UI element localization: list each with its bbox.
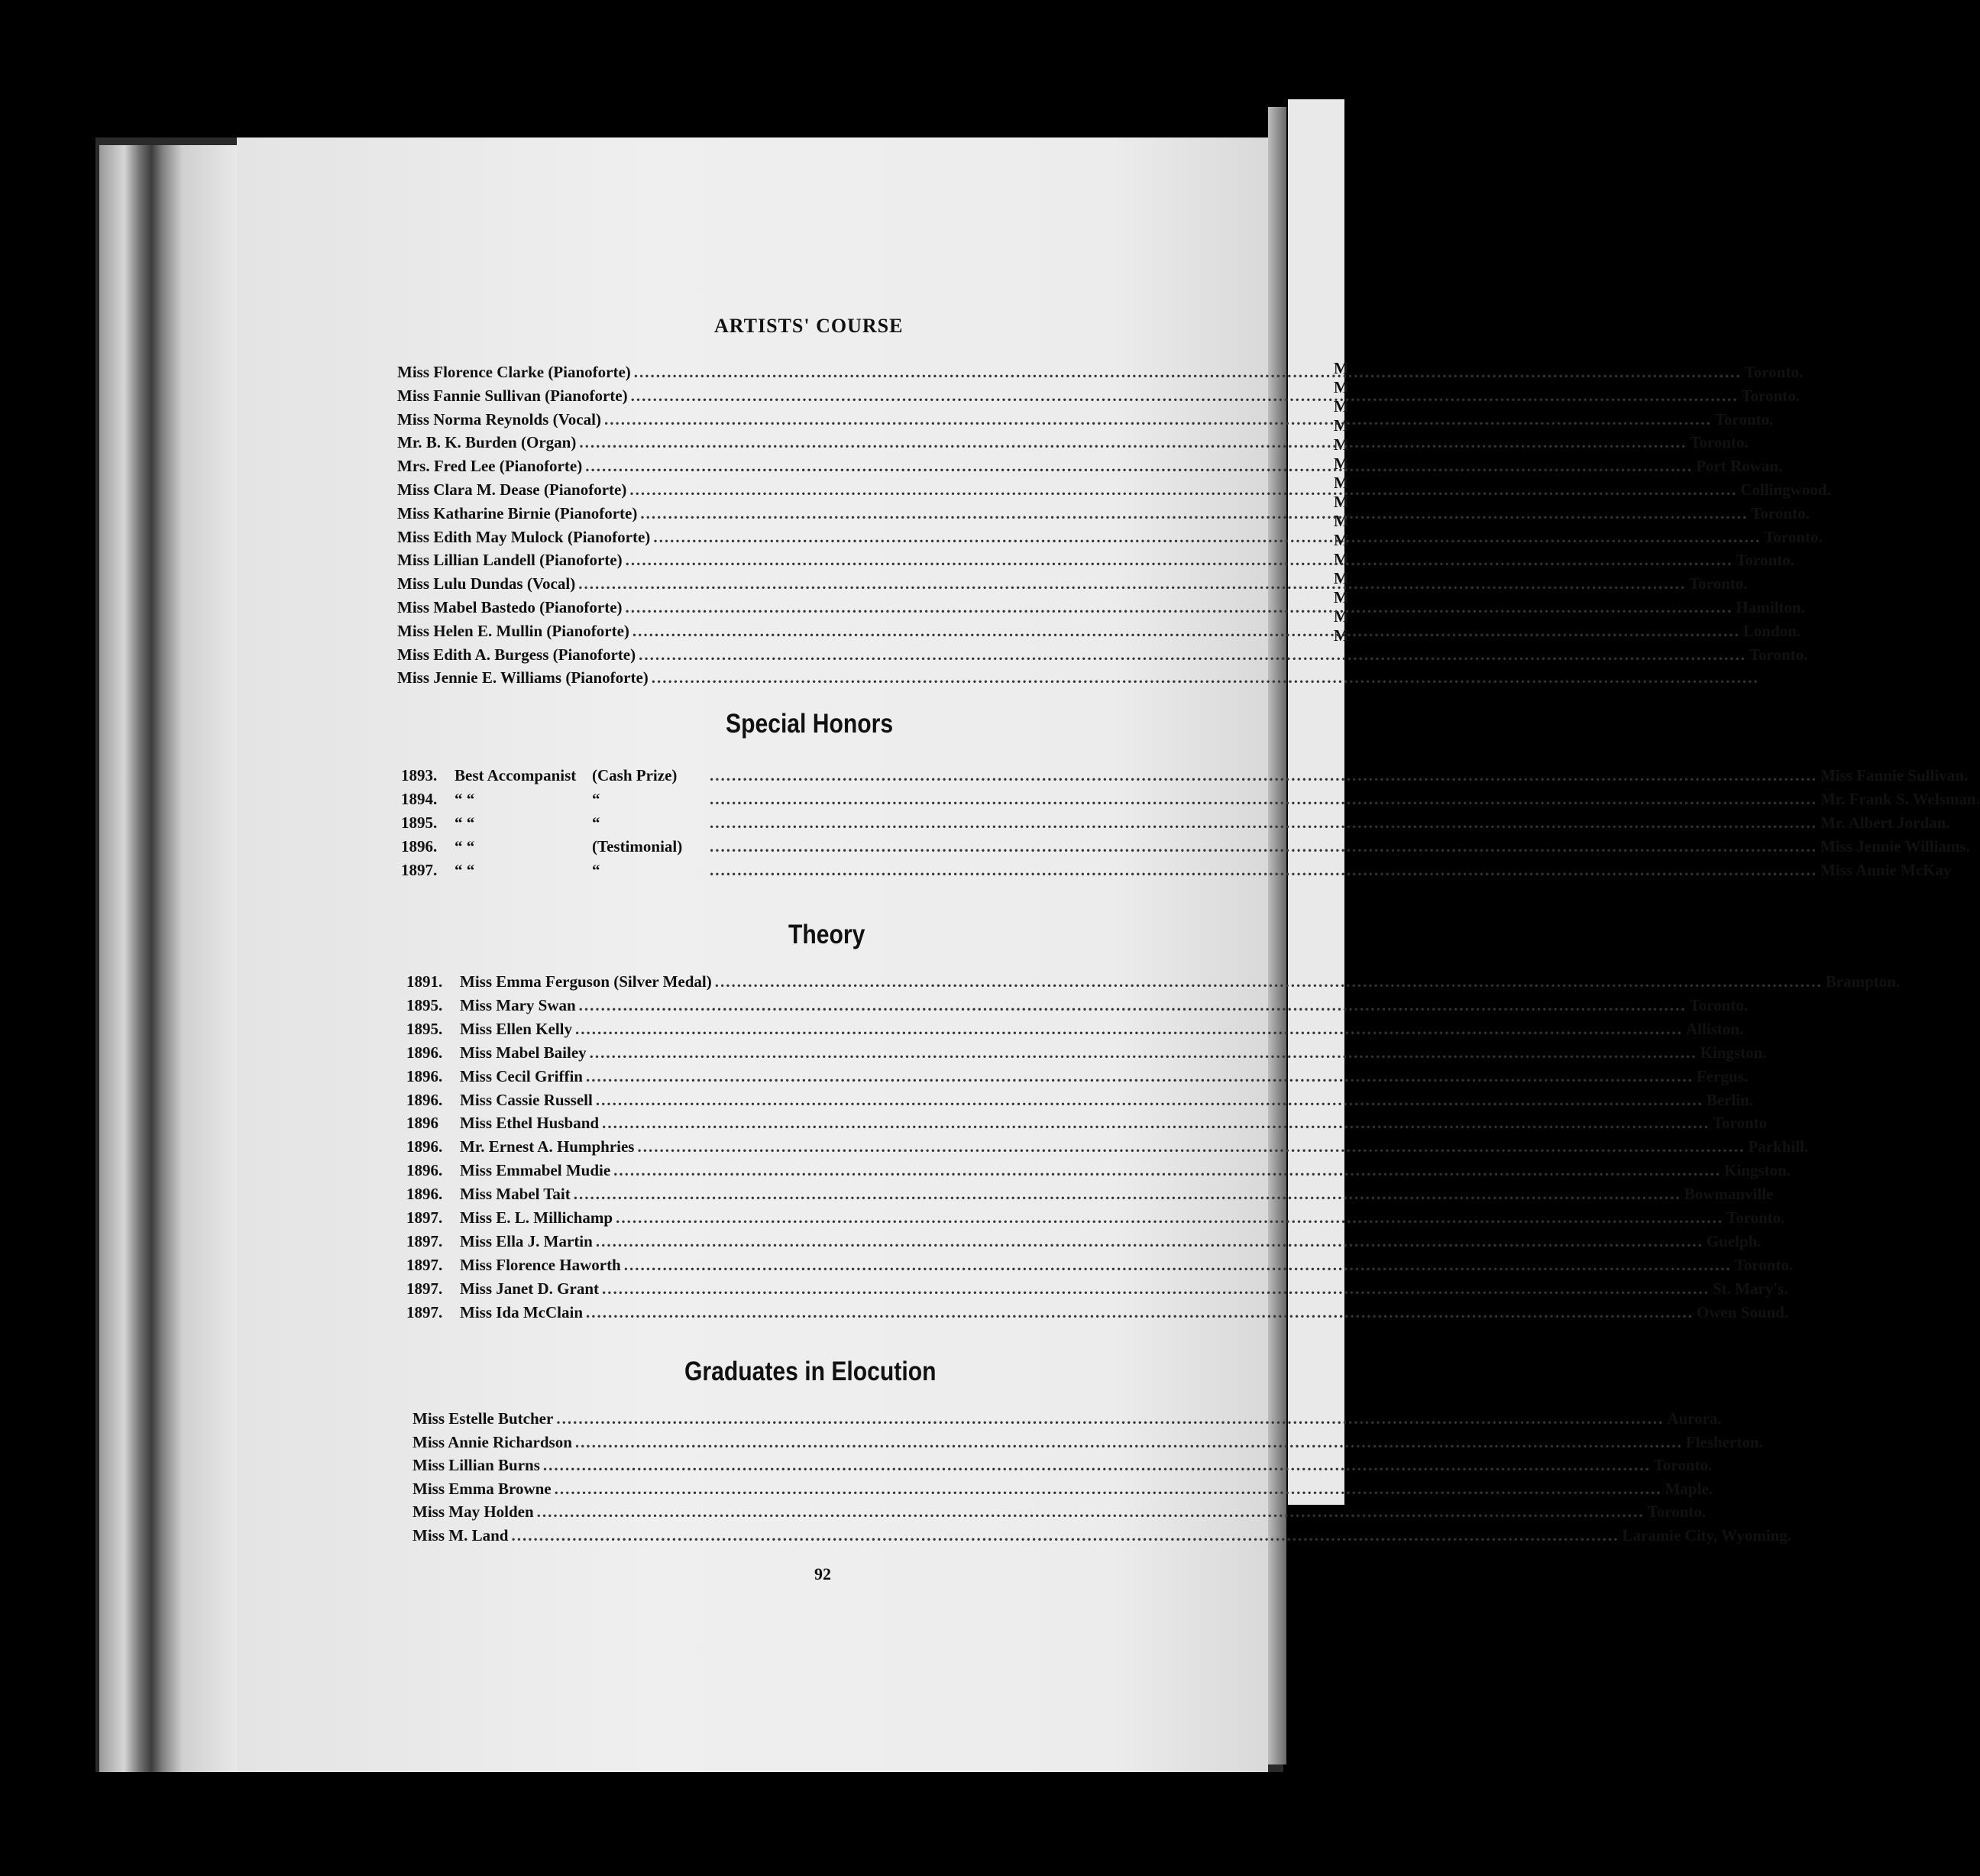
entry-place: Fergus. (1696, 1066, 1749, 1085)
theory-year: 1897. (406, 1208, 443, 1227)
leader-dots (632, 619, 1740, 642)
list-item (401, 764, 1969, 787)
list-item (406, 994, 1749, 1017)
entry-place: Maple. (1665, 1479, 1713, 1498)
honor-award: “ “ (455, 861, 475, 879)
theory-year: 1896. (406, 1185, 443, 1204)
list-item (397, 502, 1810, 525)
leader-dots (602, 1111, 1710, 1134)
entry-place: Toronto. (1726, 1208, 1785, 1227)
list-item (397, 666, 1221, 689)
honor-year: 1897. (401, 861, 438, 879)
list-item (397, 454, 1783, 477)
entry-place: Collingwood. (1740, 480, 1831, 499)
list-item (406, 1206, 1785, 1229)
entry-place: Toronto. (1653, 1456, 1713, 1474)
entry-name: Miss Lillian Landell (Pianoforte) (397, 551, 623, 570)
entry-name: Miss Cecil Griffin (460, 1066, 583, 1085)
honor-year: 1893. (401, 766, 438, 784)
list-item (406, 1277, 1788, 1300)
list-item (412, 1500, 1707, 1523)
leader-dots (511, 1524, 1619, 1547)
list-item (412, 1477, 1713, 1500)
special-honors-heading: Special Honors (726, 709, 894, 739)
list-item (397, 431, 1749, 454)
next-page-letter: M (1334, 474, 1349, 492)
theory-year: 1897. (406, 1255, 443, 1274)
honor-year: 1894. (401, 790, 438, 808)
theory-year: 1896 (406, 1114, 438, 1133)
entry-place: Kingston. (1724, 1161, 1791, 1180)
entry-place: Toronto. (1647, 1502, 1707, 1521)
entry-name: Miss Ellen Kelly (460, 1019, 572, 1038)
leader-dots (590, 1041, 1697, 1064)
leader-dots (640, 502, 1748, 525)
next-page-letter: M (1334, 569, 1349, 587)
entry-name: Miss Edith A. Burgess (Pianoforte) (397, 645, 636, 664)
theory-year: 1896. (406, 1137, 443, 1156)
next-page-letter: M (1334, 588, 1349, 606)
entry-place: Brampton. (1825, 972, 1901, 991)
list-item (406, 1253, 1794, 1276)
leader-dots (579, 994, 1687, 1017)
list-item (406, 970, 1901, 993)
list-item (406, 1230, 1762, 1253)
list-item (406, 1041, 1767, 1064)
theory-year: 1897. (406, 1279, 443, 1298)
next-page-letter: M (1334, 550, 1349, 568)
next-page-letter: M (1334, 626, 1349, 645)
leader-dots (586, 1301, 1694, 1324)
honor-recipient: Miss Fannie Sullivan. (1820, 766, 1969, 784)
entry-name: Miss Mabel Bastedo (Pianoforte) (397, 598, 623, 616)
entry-place: Guelph. (1706, 1231, 1762, 1250)
next-page-letter: M (1334, 359, 1349, 377)
entry-place: Toronto. (1749, 645, 1808, 664)
honor-recipient: Miss Annie McKay (1820, 861, 1952, 879)
theory-year: 1895. (406, 995, 443, 1014)
list-item (397, 526, 1823, 548)
next-page-letter: M (1334, 435, 1349, 454)
next-page-letter: M (1334, 531, 1349, 549)
leader-dots (537, 1500, 1645, 1523)
list-item (412, 1407, 1722, 1430)
entry-place: Flesherton. (1685, 1432, 1763, 1451)
entry-place: Toronto. (1744, 363, 1804, 381)
leader-dots (616, 1206, 1723, 1229)
leader-dots (637, 1135, 1745, 1158)
entry-place: Toronto (1713, 1114, 1768, 1133)
entry-name: Miss Edith May Mulock (Pianoforte) (397, 527, 651, 546)
leader-dots (710, 788, 1817, 810)
list-item (406, 1065, 1749, 1088)
entry-name: Miss May Holden (412, 1502, 534, 1521)
list-item (397, 408, 1774, 431)
entry-name: Miss Florence Haworth (460, 1255, 621, 1274)
leader-dots (710, 811, 1817, 834)
entry-place: Kingston. (1700, 1043, 1767, 1062)
theory-year: 1896. (406, 1161, 443, 1180)
list-item (401, 811, 1950, 834)
leader-dots (578, 572, 1686, 595)
theory-year: 1896. (406, 1043, 443, 1062)
leader-dots (586, 1065, 1694, 1088)
leader-dots (579, 431, 1687, 454)
entry-name: Miss Mabel Tait (460, 1185, 571, 1204)
honor-recipient: Mr. Albert Jordan. (1820, 813, 1950, 832)
entry-place: Laramie City, Wyoming. (1622, 1525, 1792, 1544)
entry-name: Miss Fannie Sullivan (Pianoforte) (397, 386, 628, 405)
list-item (397, 548, 1795, 571)
entry-place: Bowmanville (1684, 1185, 1774, 1204)
entry-place: Hamilton. (1736, 598, 1805, 616)
entry-place: Toronto. (1741, 386, 1800, 405)
honor-note: “ (592, 790, 600, 808)
entry-name: Miss Norma Reynolds (Vocal) (397, 409, 601, 429)
entry-place: Owen Sound. (1697, 1302, 1789, 1321)
theory-heading: Theory (788, 920, 865, 949)
entry-name: Miss Mabel Bailey (460, 1043, 587, 1062)
list-item (406, 1111, 1768, 1134)
list-item (397, 361, 1804, 383)
list-item (397, 478, 1831, 501)
entry-place: Toronto. (1736, 551, 1795, 570)
entry-name: Miss Katharine Birnie (Pianoforte) (397, 503, 638, 522)
leader-dots (629, 478, 1737, 501)
entry-name: Miss Emmabel Mudie (460, 1161, 611, 1180)
theory-year: 1896. (406, 1066, 443, 1085)
entry-name: Miss Mary Swan (460, 995, 576, 1014)
entry-name: Mr. Ernest A. Humphries (460, 1137, 635, 1156)
leader-dots (715, 970, 1823, 993)
theory-year: 1897. (406, 1231, 443, 1250)
theory-year: 1896. (406, 1090, 443, 1109)
leader-dots (543, 1454, 1651, 1477)
leader-dots (639, 643, 1746, 666)
leader-dots (652, 666, 1759, 689)
entry-name: Miss Emma Browne (412, 1479, 552, 1498)
entry-name: Miss Lillian Burns (412, 1456, 540, 1474)
elocution-heading: Graduates in Elocution (684, 1357, 937, 1386)
list-item (406, 1159, 1791, 1182)
honor-note: (Testimonial) (592, 837, 683, 856)
entry-name: Miss Ethel Husband (460, 1114, 600, 1133)
leader-dots (585, 454, 1693, 477)
entry-name: Miss Annie Richardson (412, 1432, 572, 1451)
entry-place: St. Mary's. (1713, 1279, 1788, 1298)
next-page-letter: M (1334, 493, 1349, 511)
entry-place: Parkhill. (1748, 1137, 1809, 1156)
entry-name: Miss E. L. Millichamp (460, 1208, 613, 1227)
next-page-letter: M (1334, 397, 1349, 416)
list-item (397, 572, 1748, 595)
leader-dots (596, 1230, 1703, 1253)
entry-place: Alliston. (1686, 1019, 1744, 1038)
next-page-letter: M (1334, 378, 1349, 396)
theory-year: 1897. (406, 1302, 443, 1321)
honor-award: Best Accompanist (455, 766, 577, 784)
entry-name: Miss Ella J. Martin (460, 1231, 593, 1250)
list-item (412, 1524, 1792, 1547)
list-item (401, 788, 1980, 810)
honor-award: “ “ (455, 790, 475, 808)
leader-dots (631, 384, 1739, 407)
leader-dots (710, 859, 1817, 881)
entry-name: Miss Cassie Russell (460, 1090, 593, 1109)
entry-place: Toronto. (1689, 995, 1749, 1014)
honor-award: “ “ (455, 813, 475, 832)
honor-note: “ (592, 813, 600, 832)
entry-name: Miss Florence Clarke (Pianoforte) (397, 363, 631, 381)
leader-dots (575, 1431, 1683, 1454)
list-item (401, 835, 1970, 858)
entry-place: Toronto. (1734, 1255, 1794, 1274)
list-item (397, 384, 1800, 407)
entry-name: Miss Clara M. Dease (Pianoforte) (397, 480, 627, 499)
theory-year: 1895. (406, 1019, 443, 1038)
entry-place: Berlin. (1706, 1090, 1754, 1109)
next-page-letter: M (1334, 512, 1349, 530)
honor-recipient: Mr. Frank S. Welsman. (1820, 790, 1980, 808)
entry-name: Miss Jennie E. Williams (Pianoforte) (397, 668, 649, 687)
next-page-letter: M (1334, 607, 1349, 626)
entry-name: Mr. B. K. Burden (Organ) (397, 433, 577, 452)
leader-dots (602, 1277, 1710, 1300)
theory-year: 1891. (406, 972, 443, 991)
list-item (406, 1135, 1809, 1158)
leader-dots (710, 764, 1817, 787)
honor-note: (Cash Prize) (592, 766, 678, 784)
entry-place: London. (1742, 621, 1801, 640)
entry-name: Miss Helen E. Mullin (Pianoforte) (397, 621, 629, 640)
leader-dots (710, 835, 1817, 858)
leader-dots (653, 526, 1761, 548)
honor-award: “ “ (455, 837, 475, 856)
leader-dots (613, 1159, 1721, 1182)
leader-dots (604, 408, 1712, 431)
entry-place: Toronto. (1689, 574, 1748, 594)
list-item (397, 596, 1805, 619)
leader-dots (556, 1407, 1664, 1430)
page-number: 92 (814, 1564, 831, 1583)
list-item (406, 1301, 1789, 1324)
entry-place: Toronto. (1751, 503, 1810, 522)
entry-name: Miss Estelle Butcher (412, 1409, 554, 1428)
list-item (397, 619, 1801, 642)
entry-name: Miss Emma Ferguson (Silver Medal) (460, 972, 712, 991)
entry-name: Miss M. Land (412, 1525, 509, 1544)
list-item (401, 859, 1952, 881)
leader-dots (626, 548, 1733, 571)
honor-year: 1895. (401, 813, 438, 832)
list-item (406, 1088, 1754, 1111)
leader-dots (574, 1182, 1681, 1205)
entry-name: Miss Ida McClain (460, 1302, 584, 1321)
list-item (406, 1182, 1774, 1205)
leader-dots (575, 1017, 1683, 1040)
leader-dots (634, 361, 1742, 383)
entry-name: Miss Lulu Dundas (Vocal) (397, 574, 576, 594)
list-item (412, 1454, 1713, 1477)
honor-year: 1896. (401, 837, 438, 856)
next-page-letter: M (1334, 454, 1349, 473)
honor-recipient: Miss Jennie Williams. (1820, 837, 1970, 856)
leader-dots (624, 1253, 1732, 1276)
leader-dots (596, 1088, 1703, 1111)
list-item (412, 1431, 1763, 1454)
entry-name: Miss Janet D. Grant (460, 1279, 599, 1298)
leader-dots (555, 1477, 1662, 1500)
entry-place: Toronto. (1690, 433, 1749, 452)
entry-place: Port Rowan. (1696, 457, 1783, 476)
list-item (406, 1017, 1744, 1040)
entry-place: Toronto. (1714, 409, 1774, 429)
artists-course-heading: ARTISTS' COURSE (714, 315, 904, 337)
honor-note: “ (592, 861, 600, 879)
entry-name: Mrs. Fred Lee (Pianoforte) (397, 457, 583, 476)
leader-dots (626, 596, 1733, 619)
entry-place: Toronto. (1764, 527, 1823, 546)
next-page-letter: M (1334, 416, 1349, 435)
entry-place: Aurora. (1667, 1409, 1722, 1428)
list-item (397, 643, 1808, 666)
